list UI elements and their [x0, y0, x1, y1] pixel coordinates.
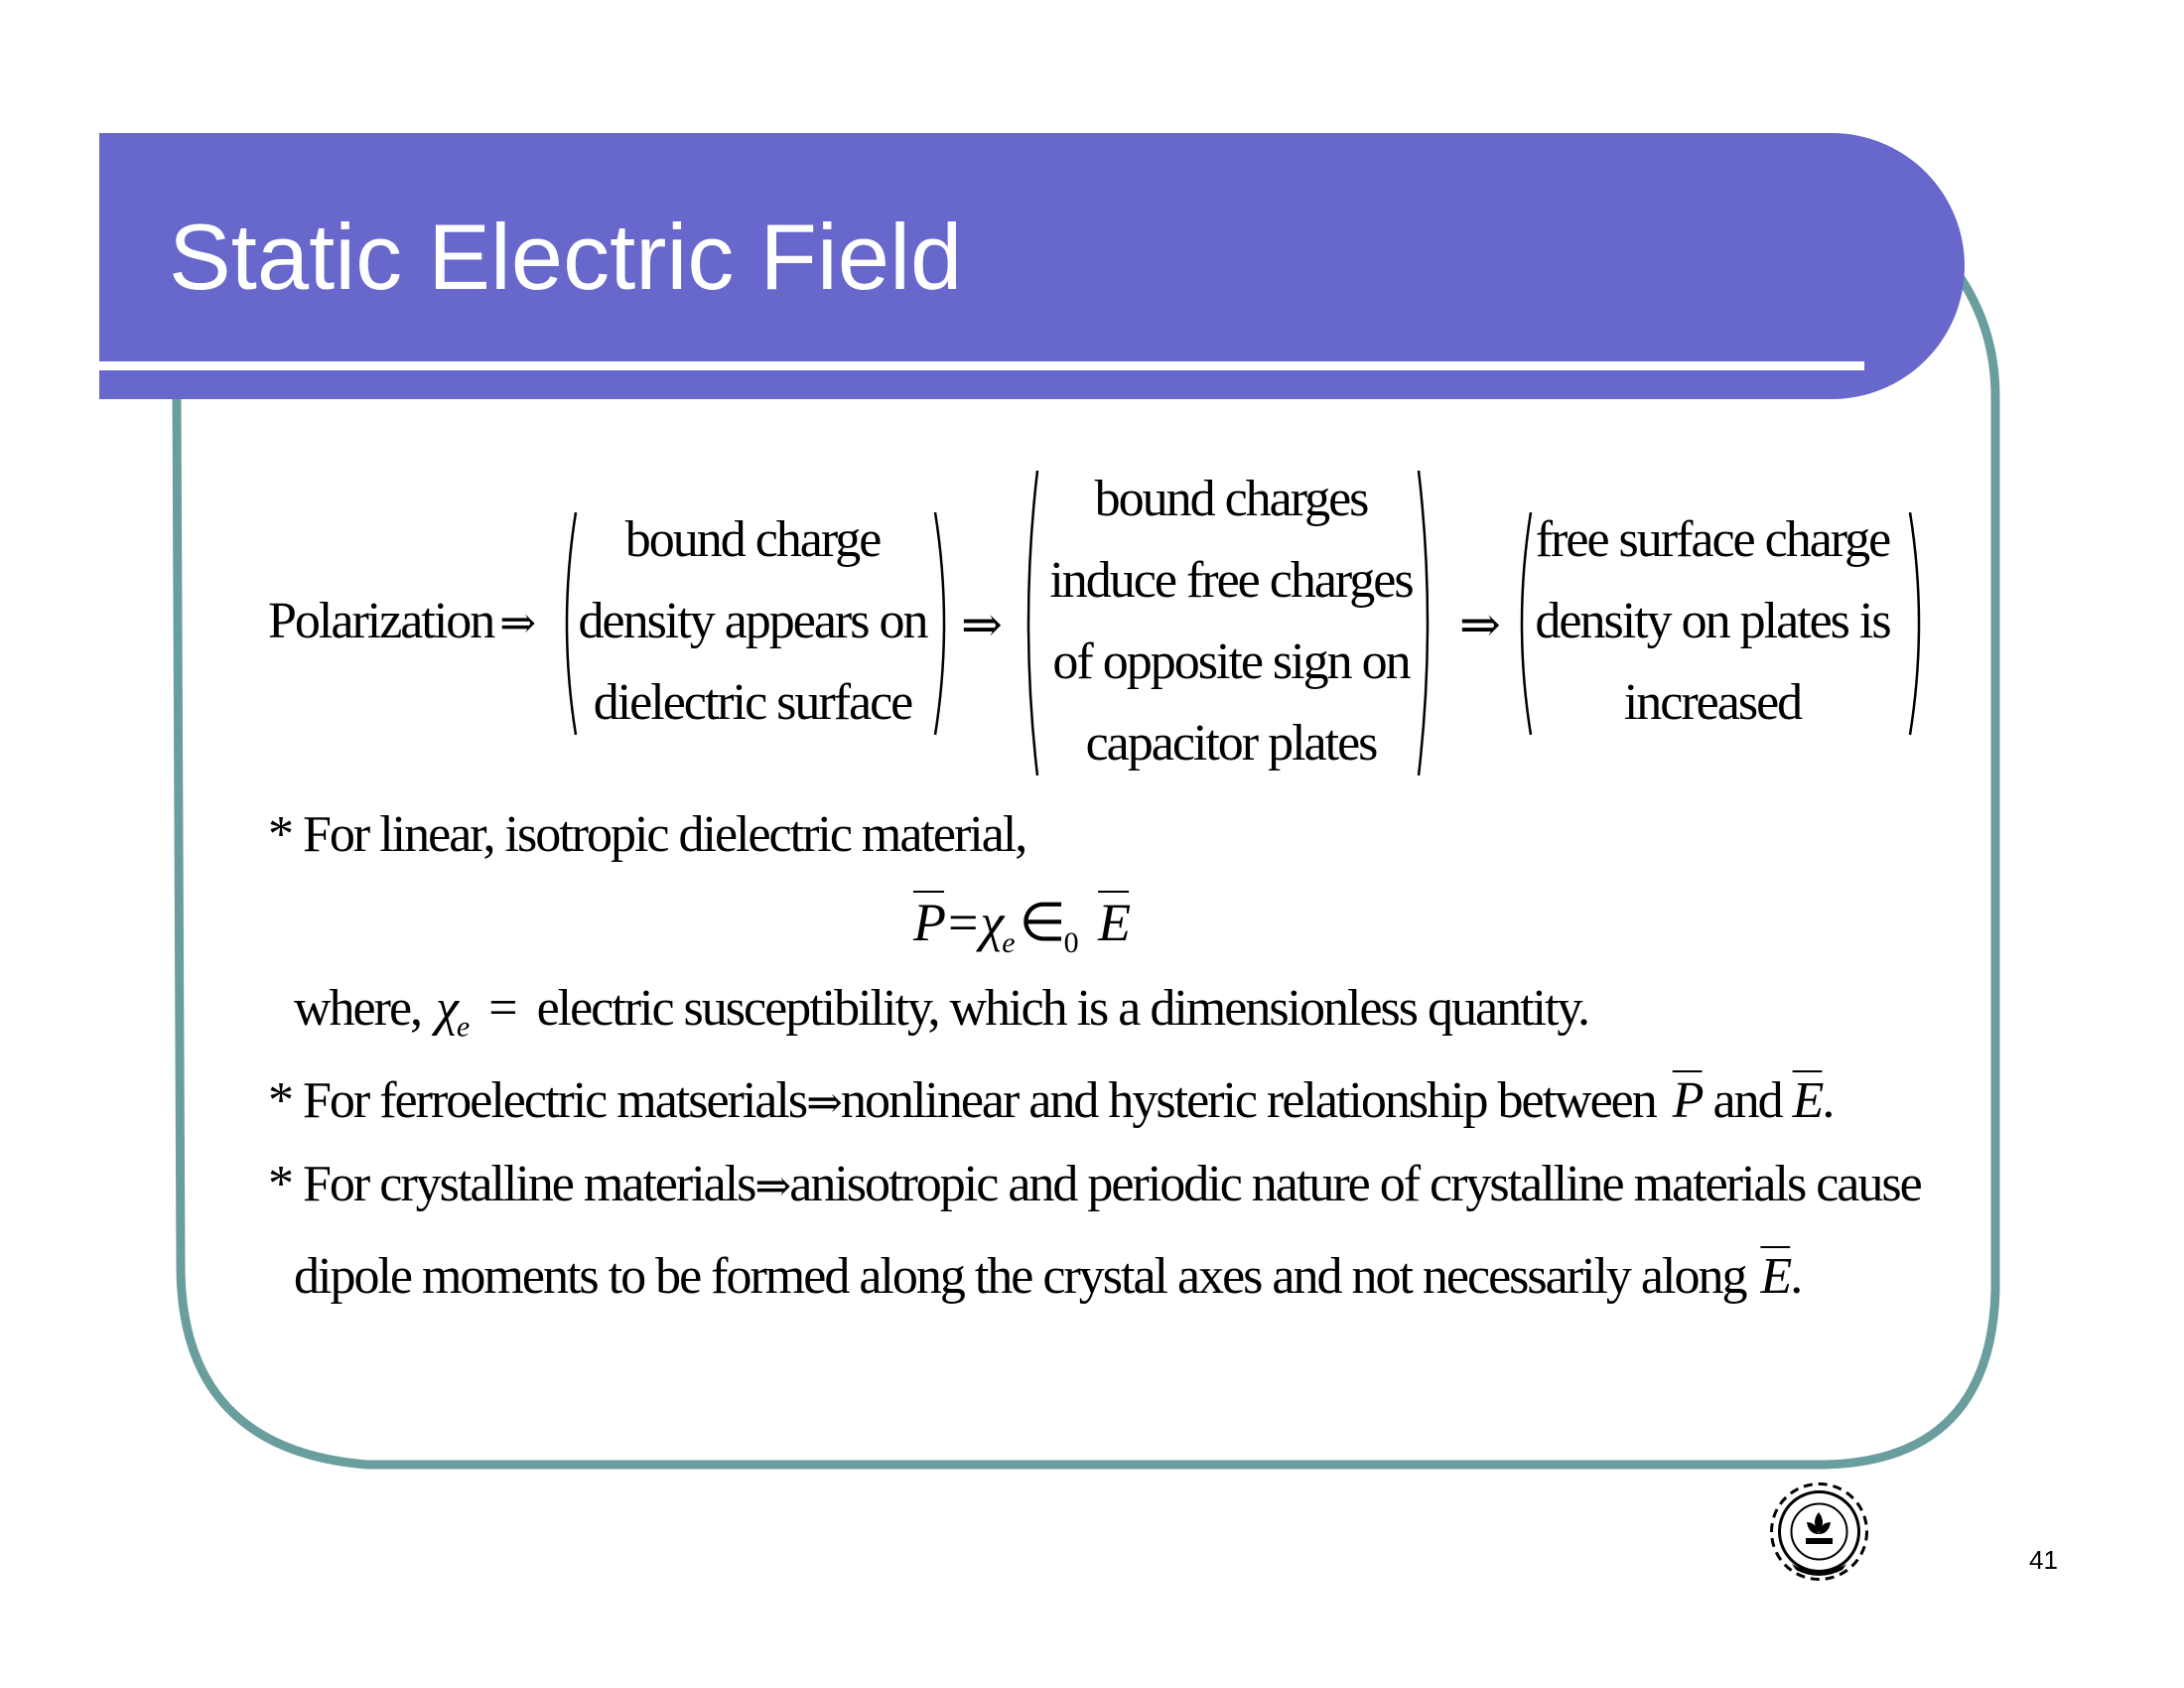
chain-arrow-2: ⇒ — [1459, 596, 1501, 653]
note-star: * — [268, 806, 292, 863]
box2-line: of opposite sign on — [1052, 633, 1410, 690]
box1 — [574, 499, 931, 744]
box1-right-paren — [931, 508, 955, 739]
susceptibility-definition: where, $\chi_e$ = electric susceptibility, which is a dimensionless quantity. — [294, 980, 1589, 1044]
chain-start-label: Polarization ⇒ — [268, 593, 535, 649]
polarization-equation: $\overline{P}=\chi_e$ $\in_0$ $\overline{E}$ — [913, 893, 1130, 959]
note-crystalline-line2: dipole moments to be formed along the crystal axes and not necessarily along $\overline{E}$. — [294, 1248, 1802, 1305]
box2-line: bound charges — [1094, 471, 1368, 527]
box2 — [1032, 459, 1430, 784]
box1-line: dielectric surface — [593, 674, 912, 731]
note-star: * — [268, 1072, 292, 1129]
box3-line: density on plates is — [1535, 593, 1890, 649]
title-underline — [99, 361, 1864, 370]
box2-line: induce free charges — [1049, 552, 1413, 609]
box3-right-paren — [1906, 508, 1930, 739]
note-star: * — [268, 1156, 292, 1212]
slide-title: Static Electric Field — [169, 205, 963, 309]
box3-line: free surface charge — [1535, 511, 1890, 568]
box1-line: density appears on — [578, 593, 927, 649]
box3-line: increased — [1623, 674, 1802, 731]
box2-line: capacitor plates — [1085, 715, 1377, 772]
page-number: 41 — [2029, 1545, 2058, 1575]
note-ferroelectric: * For ferroelectric matserials⇒nonlinear and hysteric relationship between $\overline{P}$ and $\overline{E}$. — [268, 1072, 1834, 1129]
institute-seal-icon — [1762, 1475, 1876, 1594]
chain-arrow-1: ⇒ — [961, 596, 1003, 653]
box2-right-paren — [1415, 467, 1438, 779]
note-crystalline: * For crystalline materials⇒anisotropic and periodic nature of crystalline materials cause — [268, 1156, 1921, 1212]
box1-line: bound charge — [624, 511, 881, 568]
box3 — [1524, 499, 1901, 744]
note-linear: * For linear, isotropic dielectric material, — [268, 806, 1026, 863]
